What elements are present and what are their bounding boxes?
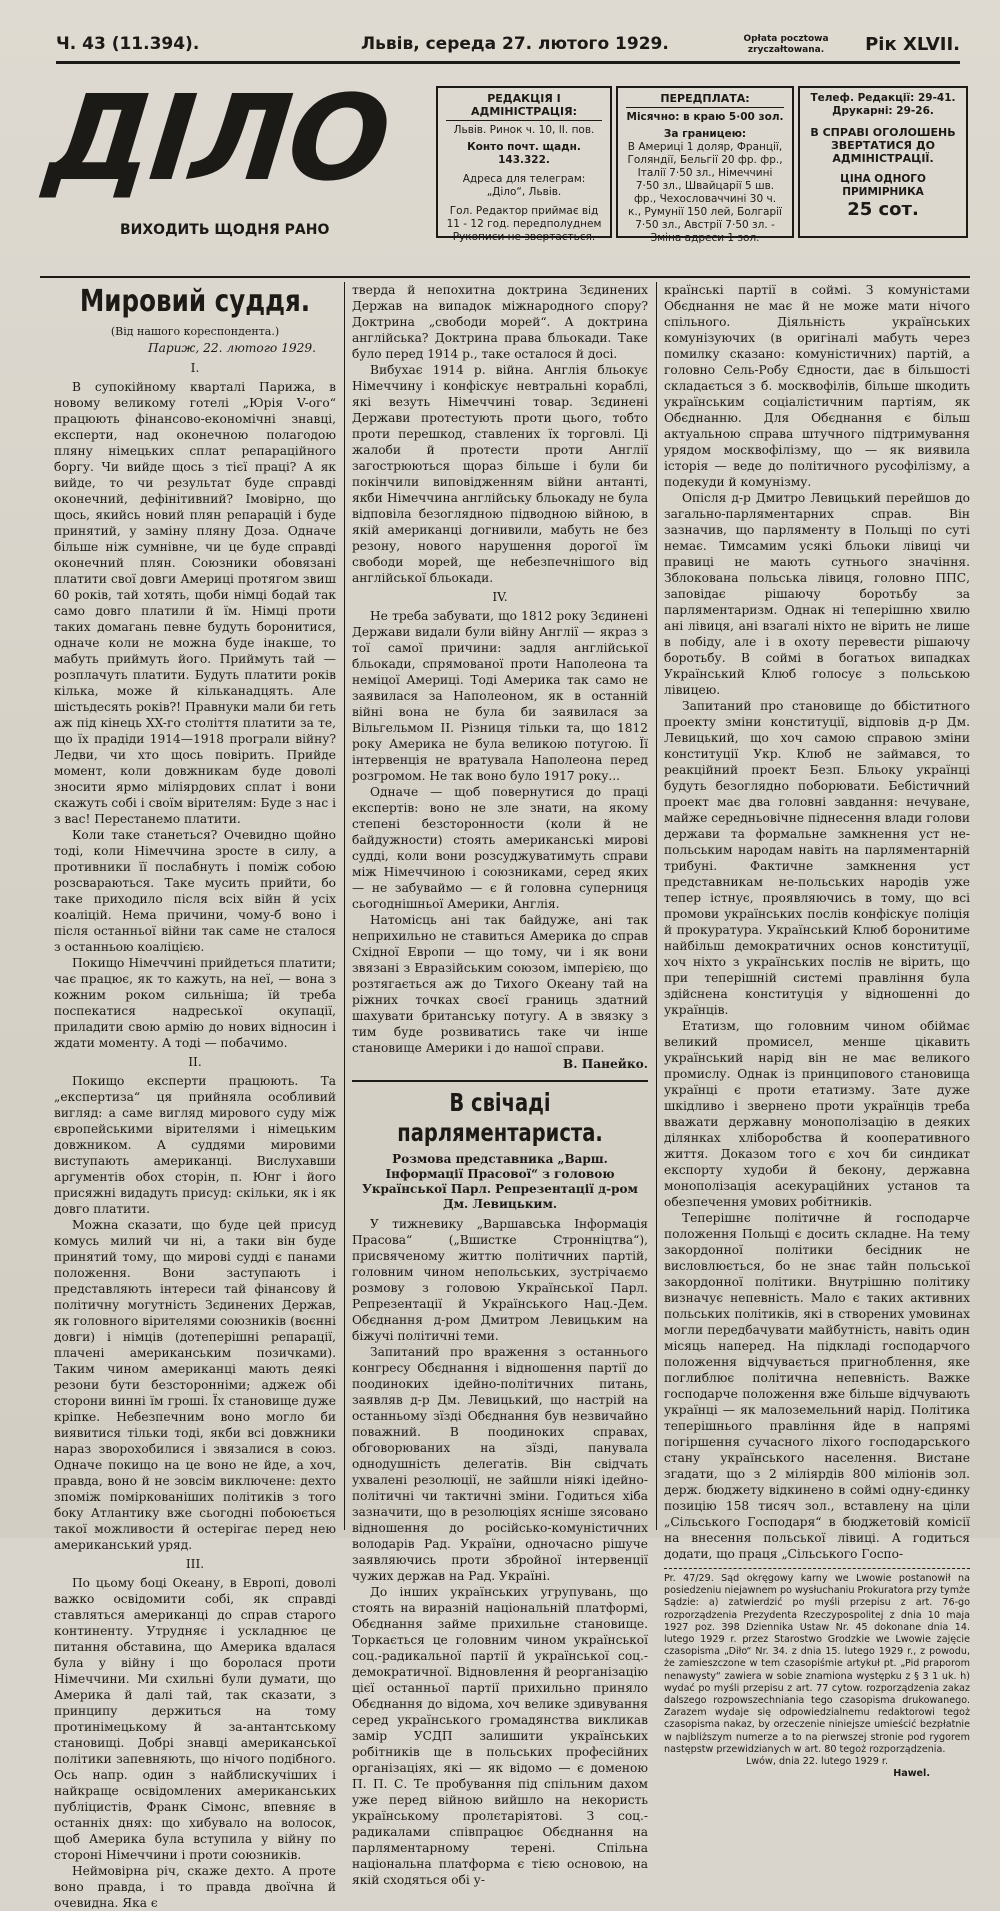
editorial-manuscripts: Рукописи не звертається.: [452, 231, 596, 243]
price-label: ЦІНА ОДНОГО ПРИМІРНИКА: [840, 173, 926, 198]
court-notice-dateline: Lwów, dnia 22. lutego 1929 r.: [745, 1756, 889, 1768]
paragraph: тверда й непохитна доктрина Зєдинених Держав на випадок міжнародного спору? Доктрина „свободи морей“. А доктрина англійська? Доктрина права бльокади. Таке було перед 1914 р., таке осталося й досі.: [352, 283, 648, 361]
top-line: [56, 34, 960, 64]
paragraph: Вибухає 1914 р. війна. Англія бльокує Німеччину і конфіскує невтральні кораблі, які везуть Німеччині товар. Зєдинені Держави протестують проти цього, тобто проти перешкод, ставлених їх торговлі. Ці жалоби й протести проти Англії загострюються щораз більше і були би покінчили виповідженням війни антанті, якби Німеччина англійську бльокаду не була відповіла безоглядною підводною війною, в якій американці догнивили, мабуть не без резону, нового нарушення дорогої їм свободи морей, ще небезпечнішого від англійської бльокади.: [352, 363, 648, 585]
postage-note: Opłata pocztowa zryczałtowana.: [743, 34, 829, 55]
paragraph: Покищо Німеччині прийдеться платити; чає працює, як то кажуть, на неї, — вона з кожним роком сильніша; їй треба поспекатися надреської окупації, приладити свою армію до нових відносин і ждати моменту. А тоді — побачимо.: [54, 956, 336, 1050]
paragraph: Натомісць ані так байдуже, ані так неприхильно не ставиться Америка до справ Східної Европи — що тому, чи і як вони звязані з Евразійським союзом, імперією, що розтягається аж до Тихого Океану тай на ріжних точках своєї границь здатний шахувати британську потугу. А в звязку з тим буде розвиватись таке чи інше становище Америки і до нашої справи.: [352, 913, 648, 1055]
article2-title: В свічаді парляментариста.: [397, 1088, 603, 1147]
paragraph: До інших українських угрупувань, що стоять на виразній національній платформі, Обєднання займе прихильне становище. Торкається це головним чином української соц.-радикальної партії й української соц.-демократичної. Відновлення й реорганізацію цієї останньої партії прихильно приняло Обєднання до відома, хоч велике здивування серед українського громадянства викликав замір УСДП залишити українських робітників ще в польських професійних організаціях, які — як відомо — є доменою П. П. С. Те пробування під спільним дахом уже перед війною вийшло на некористь українському пролєтаріятові. З соц.-радикалами співпрацює Обєднання на парляментарному терені. Спільна національна платформа є тією основою, на якій сходяться обі у-: [352, 1585, 648, 1887]
paragraph: Запитаний про враження з останнього конгресу Обєднання і відношення партії до поодиноких ідейно-політичних питань, заявляв д-р Дм. Левицький, що настрій на останньому зїзді Обєднання був незвичайно поважний. В поодиноких справах, обговорюваних на зїзді, панувала однодушність делегатів. Він свідчать ухвалені резолюції, не зайшли ніякі ідейно-політичні чи тактичні зміни. Годиться хіба зазначити, що в резолюціях ясніше зясовано відношення до російсько-комуністичних володарів Рад. України, одночасно рішуче заявляючись проти збройної інтервенції чужих держав на Рад. Україні.: [352, 1345, 648, 1583]
column-3: [664, 282, 970, 1780]
paragraph: По цьому боці Океану, в Европі, доволі важко освідомити собі, як справді ставляться американці до справ старого континенту. Утрудняє і ускладнює це питання обставина, що Америка вдалася була у війну і що боролася проти Німеччини. Ми схильні були думати, що Америка й далі тай, так сказати, з принципу держиться на тому протинімецькому й за-антантському становищі. Добрі знавці американської політики запевняють, що нічого подібного. Ось напр. один з найблискучіших і найкраще освідомлених американських публіцистів, Франк Сімонс, впевняє в останніх днях: що хибувало на волосок, щоб Америка була вступила у війну по стороні Німеччини і проти союзників.: [54, 1576, 336, 1862]
section-numeral: II.: [188, 1055, 202, 1069]
issue-date: Львів, середа 27. лютого 1929.: [361, 34, 669, 54]
court-notice-signature: Hawel.: [893, 1768, 930, 1780]
masthead-rule: [40, 276, 970, 278]
column-2: [352, 282, 648, 1887]
paragraph: Запитаний про становище до ббіститного проекту зміни конституції, відповів д-р Дм. Левицький, що хоч самою справою зміни конституції Укр. Клюб не займався, то реакційний проект Безп. Бльоку українці будуть безоглядно поборювати. Бебістичний проект має два головні завдання: нечуване, майже середньовічне піднесення влади голови держави та формальне замкнення уст не-польським народам навіть на парляментарній трибуні. Фактичне замкнення уст представникам не-польських народів уже тепер істнує, проявляючись в тому, що всі промови українських послів конфіскує поліція й прокуратура. Український Клюб боронитиме найбільш демократичних основ конституції, хоч ніхто з українських послів не вірить, що при теперішній системі правління була здійснена конституція у відношенні до українців.: [664, 699, 970, 1017]
subscription-abroad: В Америці 1 доляр, Франції, Голяндії, Бельгії 20 фр. фр., Італії 7·50 зл., Німеччині 7·50 зл., Швайцарії 5 шв. фр., Чехословаччині 30 ч. к., Румунії 150 лей, Болгарії 7·50 зл., Австрії 7·50 зл. - Зміна адреси 1 зол.: [627, 141, 783, 244]
editorial-hours: Гол. Редактор приймає від 11 - 12 год. передполуднем: [446, 205, 602, 230]
paragraph: В супокійному кварталі Парижа, в новому великому готелі „Юрія V-ого“ працюють фінансово-економічні знавці, експерти, над оконечною полагодою пляну німецьких сплат репараційного боргу. Чи вийде щось з тієї праці? А як вийде, то чи результат буде справді оконечний, дефінітивний? Імовірно, що щось, якийсь новий плян репарацій і буде принятий, у заміну пляну Доза. Одначе більше ніж сумнівне, чи це буде справді оконечний плян. Союзники обовязані платити свої довги Америці протягом звиш 60 років, тай хотять, щоби німці бодай так само довго платили й їм. Німці проти таких домагань певне будуть боронитися, одначе коли не можна буде інакше, то мабуть приймуть його. Приймуть тай — розплачуть платити. Будуть платити років кілька, може й кільканадцять. Але шістьдесять років?! Правнуки мали би геть аж під кінець XX-го століття платити за те, що їх прадіди 1914—1918 програли війну? Ледви, чи хто щось повірить. Прийде момент, коли довжникам буде доволі зносити ярмо міліярдових сплат і вони скажуть собі і своїм вірителям: Буде з нас і з вас! Перестанемо платити.: [54, 380, 336, 826]
ads-box: [798, 86, 968, 238]
issue-number: Ч. 43 (11.394).: [56, 34, 200, 54]
paragraph: Коли таке станеться? Очевидно щойно тоді, коли Німеччина зросте в силу, а противники її послабнуть і поміж собою розсвараються. Таке мусить прийти, бо таке приходило після всіх війн й усіх коаліцій. Нема причини, чому-б воно і після останньої війни так саме не сталося з останньою коаліцією.: [54, 828, 336, 954]
article1-source: (Від нашого кореспондента.): [110, 325, 280, 338]
column-1: [54, 282, 336, 1910]
article2-lead: Розмова представника „Варш. Інформації Прасової“ з головою Української Парл. Репрезентації д-ром Дм. Левицьким.: [362, 1152, 638, 1211]
masthead-title: ДІЛО: [40, 69, 395, 207]
section-numeral: IV.: [492, 590, 508, 604]
article1-dateline: Париж, 22. лютого 1929.: [147, 341, 316, 355]
paragraph: Неймовірна річ, скаже дехто. А проте воно правда, і то правда двоїчна й очевидна. Яка є: [54, 1864, 336, 1910]
section-numeral: I.: [190, 361, 200, 375]
paragraph: країнські партії в соймі. З комуністами Обєднання не має й не може мати нічого спільного. Діяльність українських комунізуючих (в оригіналі мабуть через помилку сказано: комуністичних) партій, а головно Сель-Робу Єдности, дає в більшості складається з б. москвофілів, більше шкодить українським соціалістичним партіям, як Обєднанню. Для Обєднання є більш актуальною справа штучного підтримування урядом москвофілізму, що — як виявила історія — веде до політичного русофілізму, а подекуди й комунізму.: [664, 283, 970, 489]
phone-print: Друкарні: 29-26.: [832, 105, 934, 117]
paragraph: Опісля д-р Дмитро Левицький перейшов до загально-парляментарних справ. Він зазначив, що парляменту в Польщі по суті немає. Тимсамим усякі бльоки лівиці чи правиці не мають сутнього значіння. Зблокована польська лівиця, головно ППС, заповідає рішаючу боротьбу за парляментаризм. Однак ні теперішню хвилю ані лівиця, ані взагалі ніхто не вірить не лише в побіду, але і в охоту перевести рішаючу боротьбу. В соймі в богатьох випадках Український Клюб голосує з польською лівицею.: [664, 491, 970, 697]
price-value: 25 сот.: [847, 199, 919, 220]
editorial-box: [436, 86, 612, 243]
section-numeral: III.: [185, 1557, 205, 1571]
ads-note: В СПРАВІ ОГОЛОШЕНЬ ЗВЕРТАТИСЯ ДО АДМІНІСТРАЦІЇ.: [810, 126, 956, 165]
paragraph: Можна сказати, що буде цей присуд комусь милий чи ні, а таки він буде принятий тому, що мирові судді є панами положення. Вони заступають і представляють інтереси тай фінансову й політичну могутність Зєдинених Держав, як головного вірителями союзників (воєнні довги) і німців (дотеперішні репарації, плачені американським позичками). Таким чином американці мають деякі резони бути безсторонніми; аджеж обі сторони винні їм гроші. Їх становище дуже кріпке. Небезпечним воно могло би виявитися тільки тоді, якби всі довжники нараз зворохобилися і звязалися в союз. Одначе покищо на це воно не йде, а хоч, правда, воно й не зовсім виключене: дехто зпоміж поміркованіших політиків з того боку Атлантику вже сьогодні побоюється такої можливости й остерігає перед нею американський уряд.: [54, 1218, 336, 1552]
masthead-slogan: ВИХОДИТЬ ЩОДНЯ РАНО: [120, 222, 330, 238]
paragraph: У тижневику „Варшавська Інформація Прасова“ („Вшистке Стронніцтва“), присвяченому життю політичних партій, головним чином непольських, зустрічаємо розмову з головою Української Парл. Репрезентації й Українського Нац.-Дем. Обєднання д-ром Дмитром Левицьким на біжучі політичні теми.: [352, 1217, 648, 1343]
paragraph: Етатизм, що головним чином обіймає великий промисел, менше цікавить український нарід він не має великого промислу. Однак із принципового становища українці є проти етатизму. Зате дуже шкідливо і звернено проти українців треба вважати державну монополізацію в деяких ділянках хліборобства й кооперативного життя. Доказом того є хоч би синдикат експорту худоби й бекону, державна монополізація асекураційних установ та обезпечення умових робітників.: [664, 1019, 970, 1209]
column-divider: [656, 282, 657, 1530]
paragraph: Одначе — щоб повернутися до праці експертів: воно не зле знати, на якому степені безсторонности (коли й не байдужности) стоять американські мирові судді, коли вони розсуджуватимуть справи між Німеччиною і союзниками, серед яких — не забуваймо — є й головна суперниця сьогоднішньої Америки, Англія.: [352, 785, 648, 911]
subscription-heading: ПЕРЕДПЛАТА:: [626, 92, 784, 108]
phone-editorial: Телеф. Редакції: 29-41.: [810, 92, 956, 104]
paragraph: Теперішнє політичне й господарче положення Польщі є досить складне. На тему закордонної політики бесідник не висловлюється, бо не знає тайн польської закордонної політики. Внутрішню політику визначує непевність. Мало є таких активних польських політиків, які в створених умовинах могли передбачувати майбутність, навіть один місяць наперед. На підкладі господарчого положення відчувається пригноблення, яке поглиблює політична непевність. Важке господарче положення вже більше відчувають українці — як малоземельний нарід. Політика теперішнього правління йде в напрямі погіршення сучасного ліхого господарського стану українського населення. Вистане згадати, що з 2 міліярдів 800 міліонів зол. держ. бюджету відкинено в соймі одну-єдинку позицію 158 тисяч зол., вставлену на ціли „Сільського Господаря“ в бюджетовій комісії на внесення польської лівиці. А годиться додати, що праця „Сільського Госпо-: [664, 1211, 970, 1561]
editorial-account: Конто почт. щадн. 143.322.: [467, 141, 581, 166]
editorial-heading: РЕДАКЦІЯ І АДМІНІСТРАЦІЯ:: [446, 92, 602, 121]
subscription-monthly: Місячно: в краю 5·00 зол.: [626, 111, 784, 123]
editorial-telegram: Адреса для телеграм: „Діло“, Львів.: [462, 173, 586, 198]
article1-signature: В. Панейко.: [562, 1057, 648, 1071]
paragraph: Не треба забувати, що 1812 року Зєдинені Держави видали були війну Англії — якраз з тої самої причини: задля англійської бльокади, спрямованої проти Наполеона та неміцої Америці. Тоді Америка так само не заявилася за Наполеоном, як в останній війні вона не була би заявилася за Вільгельмом II. Різниця тільки та, що 1812 року Америка не була великою потугою. Її інтервенція не вратувала Наполеона перед розгромом. Не так воно було 1917 року...: [352, 609, 648, 783]
column-divider: [344, 282, 345, 1530]
volume-year: Рік XLVII.: [865, 34, 960, 55]
editorial-address: Львів. Ринок ч. 10, II. пов.: [453, 124, 595, 136]
subscription-abroad-heading: За границею:: [663, 128, 747, 140]
paragraph: Покищо експерти працюють. Та „експертиза“ ця прийняла особливий вигляд: а саме вигляд мирового суду між європейськими вірителями і німецьким довжником. А суддями мировими виступають американці. Вислухавши аргументів обох сторін, п. Юнг і його присяжні видадуть присуд: скільки, як і як довго платити.: [54, 1074, 336, 1216]
court-notice-text: Pr. 47/29. Sąd okręgowy karny we Lwowie postanowił na posiedzeniu niejawnem po wysłuchaniu Prokuratora przy tymże Sądzie: a) zatwierdzić po myśli przepisu z art. 76-go rozporządzenia Prezydenta Rzeczypospolitej z dnia 10 maja 1927 poz. 398 Dziennika Ustaw Nr. 45 dokonane dnia 14. lutego 1929 r. przez Starostwo Grodzkie we Lwowie zajęcie czasopisma „Diło“ Nr. 34. z dnia 15. lutego 1929 r., z powodu, że zamieszczone w tem czasopiśmie artykuł pt. „Pid praporom nenawysty“ zawiera w sobie znamiona występku z § 3 1 uk. h) wydać po myśli przepisu z art. 77 cytow. rozporządzenia zakaz dalszego rozpowszechniania tego czasopisma drukowanego. Zarazem wydaje się odpowiedzialnemu redaktorowi tegoż czasopisma nakaz, by orzeczenie niniejsze umieścić bezpłatnie w najbliższym numerze a to na pierwszej stronie pod rygorem następstw przewidzianych w art. 80 tegoż rozporządzenia.: [664, 1573, 970, 1755]
article1-title: Мировий суддя.: [79, 284, 311, 319]
subscription-box: [616, 86, 794, 244]
court-notice: [664, 1568, 970, 1780]
